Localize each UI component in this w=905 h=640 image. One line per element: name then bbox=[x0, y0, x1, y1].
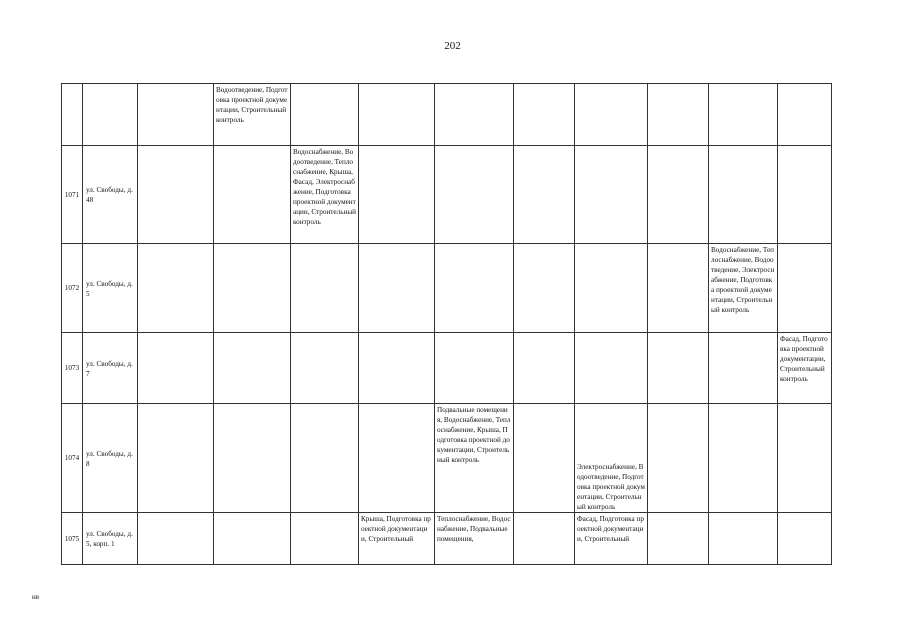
work-cell: Крыша, Подготовка проектной документации, Строительный bbox=[359, 513, 435, 565]
work-cell bbox=[778, 244, 832, 333]
work-cell bbox=[648, 333, 709, 404]
work-cell bbox=[514, 404, 575, 513]
row-number: 1073 bbox=[62, 333, 83, 404]
work-cell bbox=[435, 333, 514, 404]
row-number: 1071 bbox=[62, 146, 83, 244]
work-cell bbox=[575, 84, 648, 146]
row-number: 1072 bbox=[62, 244, 83, 333]
work-cell bbox=[138, 84, 214, 146]
work-cell bbox=[648, 244, 709, 333]
work-cell bbox=[709, 404, 778, 513]
work-cell bbox=[214, 513, 291, 565]
work-cell: Фасад, Подготовка проектной документации, Строительный контроль bbox=[778, 333, 832, 404]
footer-mark: нв bbox=[32, 593, 40, 601]
work-cell bbox=[359, 84, 435, 146]
address-cell: ул. Свободы, д. 5, корп. 1 bbox=[83, 513, 138, 565]
address-cell: ул. Свободы, д. 7 bbox=[83, 333, 138, 404]
work-cell bbox=[435, 244, 514, 333]
work-cell bbox=[291, 84, 359, 146]
table-row bbox=[62, 84, 832, 146]
table-row bbox=[62, 404, 832, 513]
work-cell bbox=[648, 404, 709, 513]
work-cell bbox=[575, 146, 648, 244]
work-cell bbox=[291, 333, 359, 404]
work-cell bbox=[778, 404, 832, 513]
work-cell bbox=[291, 404, 359, 513]
table-row bbox=[62, 333, 832, 404]
work-cell bbox=[138, 333, 214, 404]
work-cell bbox=[709, 513, 778, 565]
work-cell bbox=[514, 146, 575, 244]
work-cell bbox=[778, 84, 832, 146]
address-cell bbox=[83, 84, 138, 146]
work-cell bbox=[359, 146, 435, 244]
work-cell: Электроснабжение, Водоотведение, Подготовка проектной документации, Строительный контроль bbox=[575, 404, 648, 513]
work-cell bbox=[138, 513, 214, 565]
work-cell bbox=[778, 146, 832, 244]
work-cell bbox=[138, 404, 214, 513]
work-cell bbox=[514, 513, 575, 565]
work-cell: Водоснабжение, Водоотведение, Теплоснабжение, Крыша, Фасад, Электроснабжение, Подготовка проектной документации, Строительный контроль bbox=[291, 146, 359, 244]
work-cell bbox=[359, 404, 435, 513]
work-cell: Подвальные помещения, Водоснабжение, Теплоснабжение, Крыша, Подготовка проектной документации, Строительный контроль bbox=[435, 404, 514, 513]
page-number: 202 bbox=[444, 40, 461, 52]
work-cell bbox=[648, 513, 709, 565]
address-cell: ул. Свободы, д. 8 bbox=[83, 404, 138, 513]
work-cell: Фасад, Подготовка проектной документации, Строительный bbox=[575, 513, 648, 565]
work-cell bbox=[214, 404, 291, 513]
work-cell bbox=[214, 244, 291, 333]
works-table bbox=[61, 83, 832, 565]
address-cell: ул. Свободы, д. 5 bbox=[83, 244, 138, 333]
row-number: 1075 bbox=[62, 513, 83, 565]
work-cell bbox=[709, 146, 778, 244]
work-cell: Водоотведение, Подготовка проектной документации, Строительный контроль bbox=[214, 84, 291, 146]
row-number bbox=[62, 84, 83, 146]
work-cell bbox=[575, 333, 648, 404]
work-cell bbox=[435, 84, 514, 146]
work-cell bbox=[214, 146, 291, 244]
row-number: 1074 bbox=[62, 404, 83, 513]
work-cell bbox=[575, 244, 648, 333]
work-cell bbox=[359, 244, 435, 333]
work-cell bbox=[709, 84, 778, 146]
table-row bbox=[62, 146, 832, 244]
work-cell bbox=[214, 333, 291, 404]
table-row bbox=[62, 244, 832, 333]
work-cell bbox=[514, 84, 575, 146]
work-cell bbox=[291, 244, 359, 333]
work-cell bbox=[138, 244, 214, 333]
work-cell: Водоснабжение, Теплоснабжение, Водоотведение, Электроснабжение, Подготовка проектной документации, Строительный контроль bbox=[709, 244, 778, 333]
table-row bbox=[62, 513, 832, 565]
work-cell bbox=[435, 146, 514, 244]
work-cell: Теплоснабжение, Водоснабжение, Подвальные помещения, bbox=[435, 513, 514, 565]
work-cell bbox=[514, 333, 575, 404]
work-cell bbox=[291, 513, 359, 565]
work-cell bbox=[138, 146, 214, 244]
work-cell bbox=[514, 244, 575, 333]
work-cell bbox=[709, 333, 778, 404]
work-cell bbox=[778, 513, 832, 565]
address-cell: ул. Свободы, д. 48 bbox=[83, 146, 138, 244]
work-cell bbox=[359, 333, 435, 404]
work-cell bbox=[648, 146, 709, 244]
work-cell bbox=[648, 84, 709, 146]
